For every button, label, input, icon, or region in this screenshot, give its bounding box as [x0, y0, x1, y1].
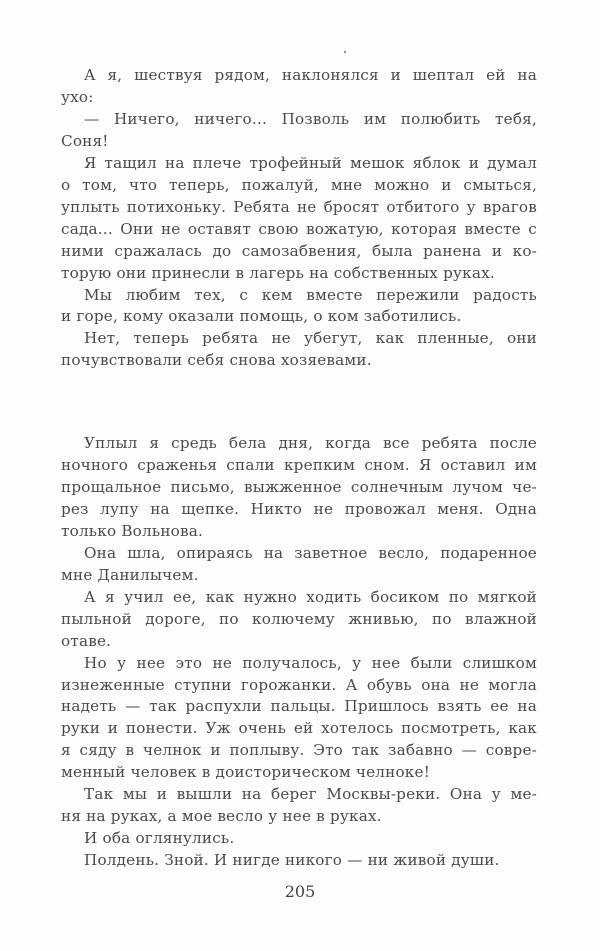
text-line: торую они принесли в лагерь на собственных руках.	[61, 263, 495, 282]
text-line: почувствовали себя снова хозяевами.	[61, 351, 372, 370]
text-line: Полдень. Зной. И нигде никого — ни живой души.	[84, 851, 500, 870]
text-line: прощальное письмо, выжженное солнечным лучом че-	[61, 477, 537, 496]
text-line: Мы любим тех, с кем вместе пережили радость	[84, 285, 537, 304]
text-line: Соня!	[61, 131, 109, 150]
text-line: и горе, кому оказали помощь, о ком заботились.	[61, 307, 462, 326]
text-line: И оба оглянулись.	[84, 829, 235, 848]
text-line: Она шла, опираясь на заветное весло, подаренное	[84, 543, 537, 562]
text-line: Уплыл я средь бела дня, когда все ребята после	[84, 434, 537, 452]
text-line: сада... Они не оставят свою вожатую, которая вместе с	[61, 219, 537, 238]
text-line: А я учил ее, как нужно ходить босиком по мягкой	[84, 587, 537, 606]
page-number: 205	[284, 882, 316, 901]
text-line: изнеженные ступни горожанки. А обувь она не могла	[61, 675, 537, 694]
text-line: Нет, теперь ребята не убегут, как пленные, они	[84, 329, 537, 348]
text-line: руки и понести. Уж очень ей хотелось посмотреть, как	[61, 719, 537, 738]
text-line: ними сражалась до самозабвения, была ранена и ко-	[61, 241, 537, 260]
text-line: я сяду в челнок и поплыву. Это так забавно — совре-	[61, 741, 537, 760]
text-line: уплыть потихоньку. Ребята не бросят отбитого у врагов	[61, 197, 537, 216]
text-line: Но у нее это не получалось, у нее были слишком	[84, 653, 537, 672]
text-line: рез лупу на щепке. Никто не провожал меня. Одна	[61, 499, 537, 518]
text-line: Так мы и вышли на берег Москвы-реки. Она у ме-	[84, 785, 537, 804]
text-line: А я, шествуя рядом, наклонялся и шептал ей на	[84, 66, 537, 84]
text-line: только Вольнова.	[61, 521, 204, 540]
text-line: ухо:	[61, 88, 94, 106]
text-line: менный человек в доисторическом челноке!	[61, 763, 430, 782]
text-line: ночного сраженья спали крепким сном. Я оставил им	[61, 455, 537, 474]
text-line: надеть — так распухли пальцы. Пришлось взять ее на	[61, 697, 537, 716]
text-line: о том, что теперь, пожалуй, мне можно и смыться,	[61, 175, 537, 194]
text-line: мне Данилычем.	[61, 565, 199, 584]
text-line: ня на руках, а мое весло у нее в руках.	[61, 807, 382, 826]
scan-speck	[344, 51, 346, 53]
text-line: Я тащил на плече трофейный мешок яблок и думал	[84, 153, 537, 172]
text-line: — Ничего, ничего... Позволь им полюбить тебя,	[84, 109, 537, 128]
text-line: отаве.	[61, 631, 112, 650]
text-line: пыльной дороге, по колючему жнивью, по влажной	[61, 609, 537, 628]
